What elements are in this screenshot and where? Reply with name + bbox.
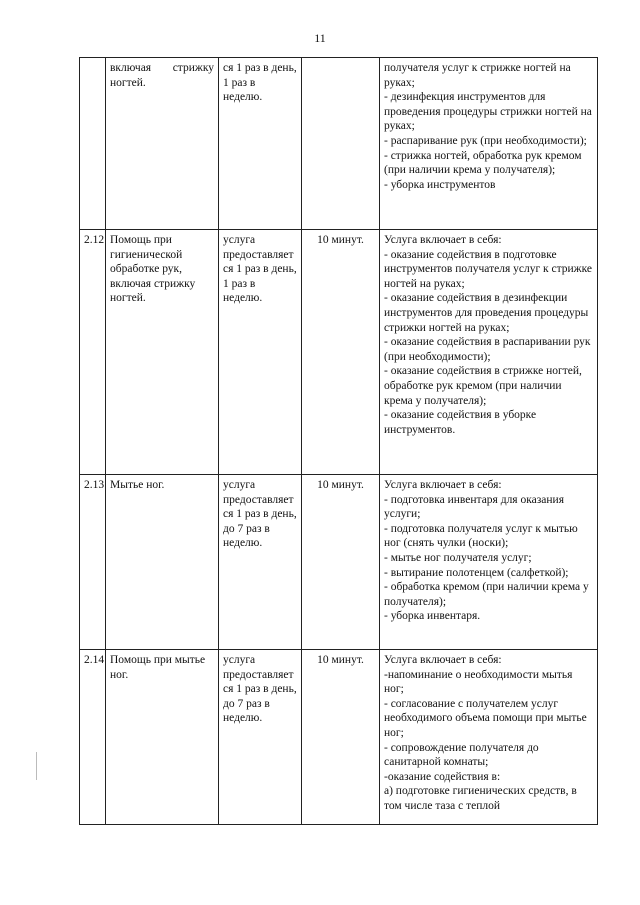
service-number-cell: 2.12 bbox=[80, 230, 106, 475]
service-number-cell: 2.14 bbox=[80, 650, 106, 825]
service-description-cell bbox=[380, 650, 598, 825]
service-duration-cell bbox=[302, 58, 380, 230]
description-line: - распаривание рук (при необходимости); bbox=[384, 134, 587, 147]
description-line: - уборка инструментов bbox=[384, 178, 496, 191]
table-row-continuation bbox=[80, 58, 598, 230]
description-line: - оказание содействия в распаривании рук (при необходимости); bbox=[384, 336, 591, 363]
description-line: - сопровождение получателя до санитарной комнаты; bbox=[384, 741, 539, 769]
service-frequency-cell: ся 1 раз в день, 1 раз в неделю. bbox=[219, 58, 302, 230]
description-line: - оказание содействия в стрижке ногтей, обработке рук кремом (при наличии крема у получателя); bbox=[384, 365, 582, 407]
description-line: Услуга включает в себя: bbox=[384, 654, 502, 666]
description-line: Услуга включает в себя: bbox=[384, 234, 502, 246]
description-line: -напоминание о необходимости мытья ног; bbox=[384, 668, 573, 696]
description-line: - подготовка получателя услуг к мытью ног (снять чулки (носки); bbox=[384, 522, 578, 550]
description-line: а) подготовке гигиенических средств, в том числе таза с теплой bbox=[384, 785, 577, 812]
description-line: - согласование с получателем услуг необходимого объема помощи при мытье ног; bbox=[384, 697, 587, 739]
description-line: - подготовка инвентаря для оказания услуги; bbox=[384, 493, 564, 521]
description-line: получателя услуг к стрижке ногтей на руках; bbox=[384, 62, 571, 89]
service-frequency-cell: услуга предоставляет ся 1 раз в день, 1 раз в неделю. bbox=[219, 230, 302, 475]
description-line: - оказание содействия в дезинфекции инструментов для проведения процедуры стрижки ногтей на руках; bbox=[384, 292, 589, 334]
description-line: - оказание содействия в подготовке инструментов получателя услуг к стрижке ногтей на руках; bbox=[384, 248, 593, 290]
service-frequency-cell: услуга предоставляет ся 1 раз в день, до 7 раз в неделю. bbox=[219, 475, 302, 650]
service-name-cell bbox=[106, 58, 219, 230]
page-number: 11 bbox=[314, 31, 326, 45]
service-number-cell: 2.13 bbox=[80, 475, 106, 650]
service-name-line: включая стрижку bbox=[110, 62, 214, 74]
description-line: - стрижка ногтей, обработка рук кремом (при наличии крема у получателя); bbox=[384, 149, 582, 177]
service-name-line: ногтей. bbox=[110, 76, 146, 89]
service-description-cell bbox=[380, 475, 598, 650]
scan-artifact-mark bbox=[36, 752, 37, 780]
description-line: - уборка инвентаря. bbox=[384, 610, 481, 623]
description-line: - обработка кремом (при наличии крема у получателя); bbox=[384, 581, 589, 608]
table-row-2-14 bbox=[80, 650, 598, 825]
table-row-2-13 bbox=[80, 475, 598, 650]
table-row-2-12 bbox=[80, 230, 598, 475]
service-frequency-cell: услуга предоставляет ся 1 раз в день, до 7 раз в неделю. bbox=[219, 650, 302, 825]
description-line: - вытирание полотенцем (салфеткой); bbox=[384, 566, 569, 579]
description-line: - оказание содействия в уборке инструментов. bbox=[384, 409, 537, 436]
service-duration-cell: 10 минут. bbox=[302, 475, 380, 650]
description-line: - мытье ног получателя услуг; bbox=[384, 551, 532, 564]
service-name-cell: Мытье ног. bbox=[106, 475, 219, 650]
service-name-cell: Помощь при гигиенической обработке рук, включая стрижку ногтей. bbox=[106, 230, 219, 475]
service-duration-cell: 10 минут. bbox=[302, 650, 380, 825]
description-line: Услуга включает в себя: bbox=[384, 479, 502, 491]
description-line: - дезинфекция инструментов для проведения процедуры стрижки ногтей на руках; bbox=[384, 91, 592, 133]
service-number-cell bbox=[80, 58, 106, 230]
service-name-cell: Помощь при мытье ног. bbox=[106, 650, 219, 825]
service-description-cell bbox=[380, 58, 598, 230]
service-duration-cell: 10 минут. bbox=[302, 230, 380, 475]
services-table bbox=[79, 57, 598, 825]
description-line: -оказание содействия в: bbox=[384, 770, 501, 783]
service-description-cell bbox=[380, 230, 598, 475]
